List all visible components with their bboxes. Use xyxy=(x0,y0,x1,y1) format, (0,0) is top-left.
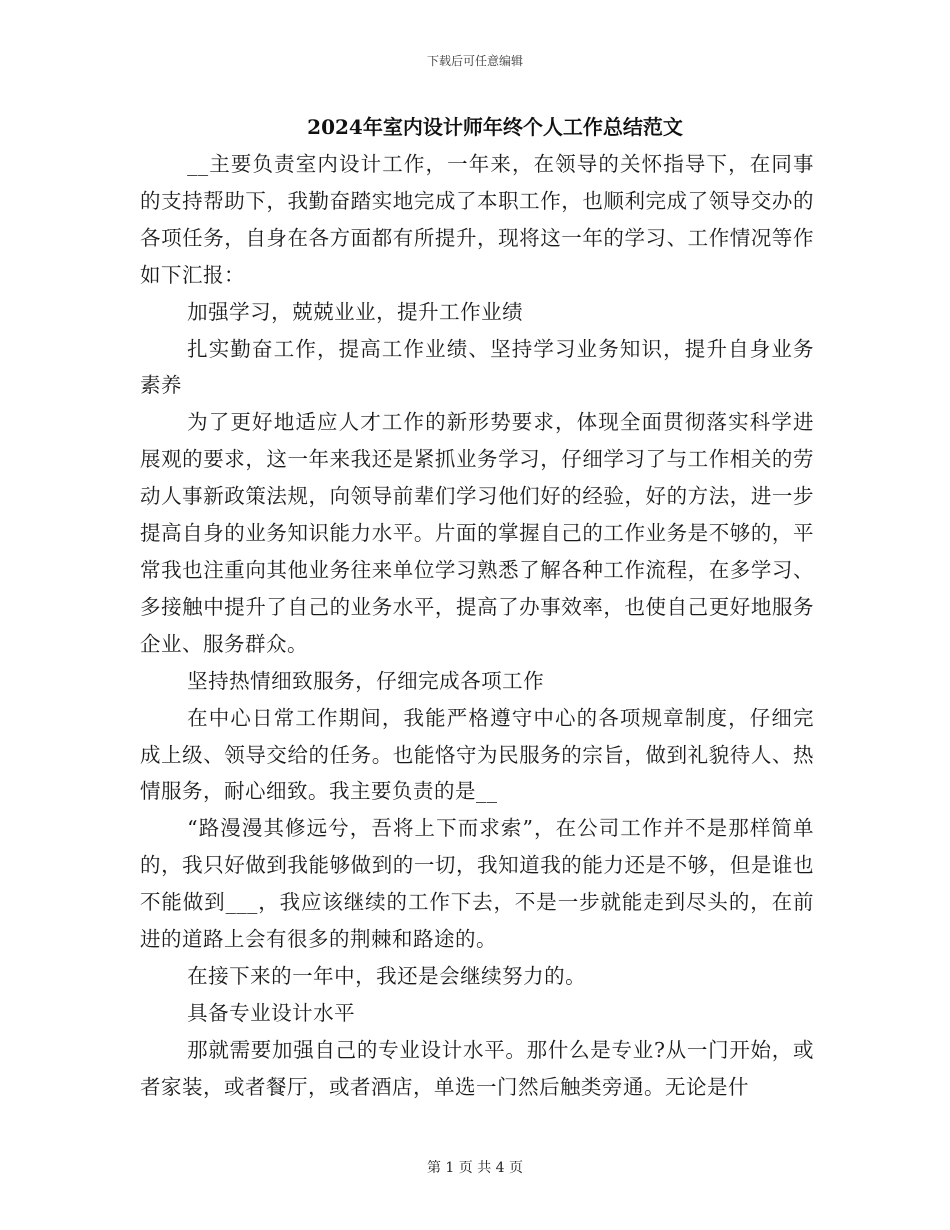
paragraph-next-year: 在接下来的一年中，我还是会继续努力的。 xyxy=(187,963,587,988)
document-title: 2024年室内设计师年终个人工作总结范文 xyxy=(307,115,683,139)
section-heading-study: 加强学习，兢兢业业，提升工作业绩 xyxy=(187,299,524,324)
paragraph-work-hard: 扎实勤奋工作，提高工作业绩、坚持学习业务知识，提升自身业务素养 xyxy=(140,336,814,398)
paragraph-study: 为了更好地适应人才工作的新形势要求，体现全面贯彻落实科学进展观的要求，这一年来我还是紧抓业务学习，仔细学习了与工作相关的劳动人事新政策法规，向领导前辈们学习他们好的经验，好的方法，进一步提高自身的业务知识能力水平。片面的掌握自己的工作业务是不够的，平常我也注重向其他业务往来单位学习熟悉了解各种工作流程，在多学习、多接触中提升了自己的业务水平，提高了办事效率，也使自己更好地服务企业、服务群众。 xyxy=(140,410,814,656)
paragraph-quote: “路漫漫其修远兮，吾将上下而求索”，在公司工作并不是那样简单的，我只好做到我能够做到的一切，我知道我的能力还是不够，但是谁也不能做到___，我应该继续的工作下去，不是一步就能走到尽头的，在前进的道路上会有很多的荆棘和路途的。 xyxy=(140,816,814,952)
section-heading-service: 坚持热情细致服务，仔细完成各项工作 xyxy=(187,668,545,693)
page-number: 第 1 页 共 4 页 xyxy=(426,1160,524,1176)
document-body xyxy=(140,146,814,1106)
paragraph-service: 在中心日常工作期间，我能严格遵守中心的各项规章制度，仔细完成上级、领导交给的任务。也能恪守为民服务的宗旨，做到礼貌待人、热情服务，耐心细致。我主要负责的是__ xyxy=(140,705,814,804)
paragraph-intro: __主要负责室内设计工作，一年来，在领导的关怀指导下，在同事的支持帮助下，我勤奋踏实地完成了本职工作，也顺利完成了领导交办的各项任务，自身在各方面都有所提升，现将这一年的学习、工作情况等作如下汇报： xyxy=(140,152,814,287)
section-heading-design: 具备专业设计水平 xyxy=(187,1000,356,1025)
page-header-note: 下载后可任意编辑 xyxy=(426,54,523,68)
paragraph-design: 那就需要加强自己的专业设计水平。那什么是专业?从一门开始，或者家装，或者餐厅，或者酒店，单选一门然后触类旁通。无论是什 xyxy=(140,1037,814,1099)
